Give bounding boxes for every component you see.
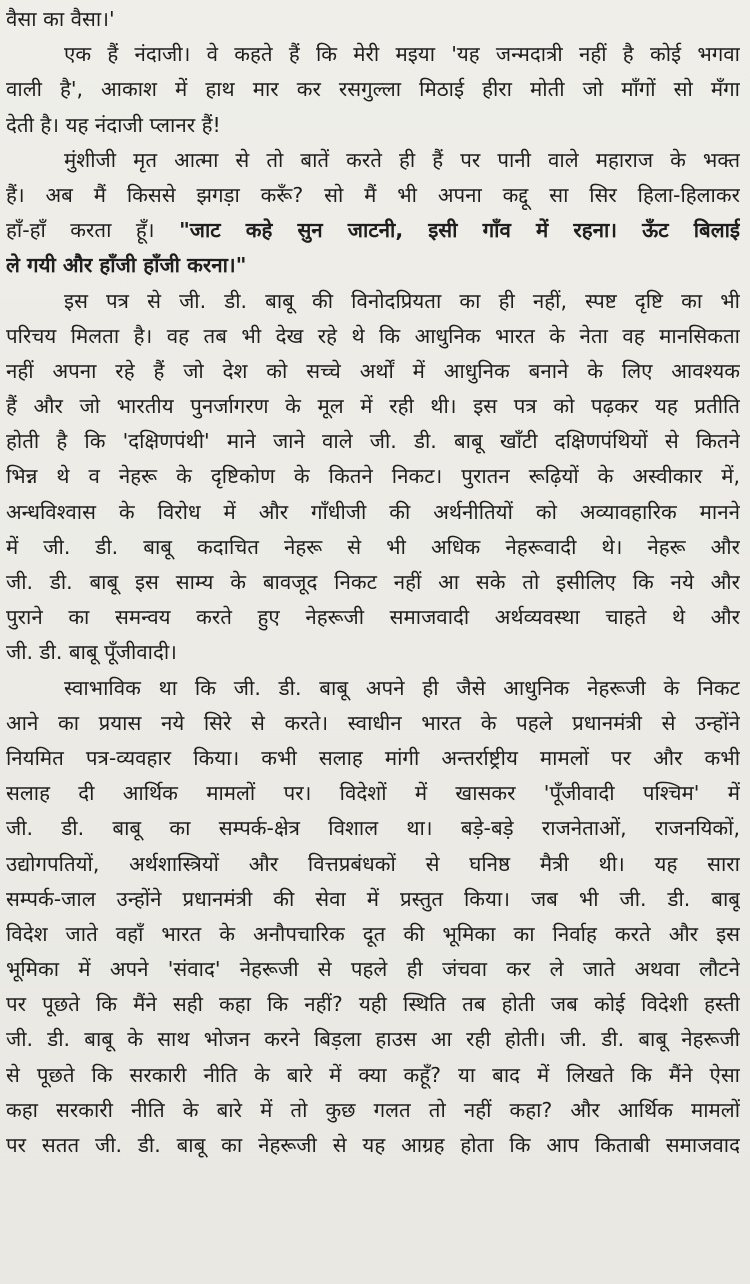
text-line: सम्पर्क-जाल उन्होंने प्रधानमंत्री की सेवा में प्रस्तुत किया। जब भी जी. डी. बाबू	[6, 886, 740, 911]
text-line: भिन्न थे व नेहरू के दृष्टिकोण के कितने निकट। पुरातन रूढ़ियों के अस्वीकार में,	[6, 464, 740, 489]
text-line: विदेश जाते वहाँ भारत के अनौपचारिक दूत की भूमिका का निर्वाह करते और इस	[6, 921, 740, 946]
text-line: नियमित पत्र-व्यवहार किया। कभी सलाह मांगी अन्तर्राष्ट्रीय मामलों पर और कभी	[6, 745, 740, 770]
text-line: उद्योगपतियों, अर्थशास्त्रियों और वित्तप्रबंधकों से घनिष्ठ मैत्री थी। यह सारा	[6, 851, 740, 876]
text-line: परिचय मिलता है। वह तब भी देख रहे थे कि आधुनिक भारत के नेता वह मानसिकता	[6, 323, 740, 348]
text-line: जी. डी. बाबू इस साम्य के बावजूद निकट नहीं आ सके तो इसीलिए कि नये और	[6, 570, 740, 594]
quoted-proverb: "जाट कहे सुन जाटनी, इसी गाँव में रहना। ऊँट बिलाई	[179, 218, 740, 243]
text-line: सलाह दी आर्थिक मामलों पर। विदेशों में खासकर 'पूँजीवादी पश्चिम' में	[6, 781, 740, 806]
text-line: पर सतत जी. डी. बाबू का नेहरूजी से यह आग्रह होता कि आप किताबी समाजवाद	[6, 1133, 740, 1157]
text-line: अन्धविश्वास के विरोध में और गाँधीजी की अर्थनीतियों को अव्यावहारिक मानने	[6, 499, 740, 524]
text-line: कहा सरकारी नीति के बारे में तो कुछ गलत तो नहीं कहा? और आर्थिक मामलों	[6, 1097, 740, 1122]
text-line: हैं। अब मैं किससे झगड़ा करूँ? सो मैं भी अपना कद्दू सा सिर हिला-हिलाकर	[6, 182, 740, 207]
text-line: देती है। यह नंदाजी प्लानर हैं!	[6, 112, 221, 137]
text-line: जी. डी. बाबू का सम्पर्क-क्षेत्र विशाल था। बड़े-बड़े राजनेताओं, राजनयिकों,	[6, 816, 740, 841]
text-line: जी. डी. बाबू पूँजीवादी।	[6, 640, 177, 665]
text-line: वाली है', आकाश में हाथ मार कर रसगुल्ला मिठाई हीरा मोती जो माँगों सो मँगा	[6, 77, 740, 102]
quoted-proverb-line: ले गयी और हाँजी हाँजी करना।"	[6, 253, 247, 278]
text-line: जी. डी. बाबू के साथ भोजन करने बिड़ला हाउस आ रही होती। जी. डी. बाबू नेहरूजी	[6, 1027, 740, 1052]
text-line: पुराने का समन्वय करते हुए नेहरूजी समाजवादी अर्थव्यवस्था चाहते थे और	[6, 605, 740, 630]
text-line: इस पत्र से जी. डी. बाबू की विनोदप्रियता का ही नहीं, स्पष्ट दृष्टि का भी	[64, 288, 740, 313]
text-line: भूमिका में अपने 'संवाद' नेहरूजी से पहले ही जंचवा कर ले जाते अथवा लौटने	[6, 957, 740, 982]
text-line: आने का प्रयास नये सिरे से करते। स्वाधीन भारत के पहले प्रधानमंत्री से उन्होंने	[6, 710, 740, 735]
text-fragment: हाँ-हाँ करता हूँ।	[6, 218, 155, 243]
text-line: मुंशीजी मृत आत्मा से तो बातें करते ही हैं पर पानी वाले महाराज के भक्त	[64, 147, 740, 172]
text-line: एक हैं नंदाजी। वे कहते हैं कि मेरी मइया 'यह जन्मदात्री नहीं है कोई भगवा	[64, 42, 740, 67]
text-line: स्वाभाविक था कि जी. डी. बाबू अपने ही जैसे आधुनिक नेहरूजी के निकट	[64, 675, 740, 700]
text-line: पर पूछते कि मैंने सही कहा कि नहीं? यही स्थिति तब होती जब कोई विदेशी हस्ती	[6, 992, 740, 1017]
text-line: नहीं अपना रहे हैं जो देश को सच्चे अर्थों में आधुनिक बनाने के लिए आवश्यक	[6, 358, 740, 383]
text-line: में जी. डी. बाबू कदाचित नेहरू से भी अधिक नेहरूवादी थे। नेहरू और	[6, 534, 740, 559]
text-line	[6, 213, 740, 248]
text-line: से पूछते कि सरकारी नीति के बारे में क्या कहूँ? या बाद में लिखते कि मैंने ऐसा	[6, 1062, 740, 1087]
text-line: वैसा का वैसा।'	[6, 7, 115, 31]
text-line: हैं और जो भारतीय पुनर्जागरण के मूल में रही थी। इस पत्र को पढ़कर यह प्रतीति	[6, 394, 740, 419]
text-line: होती है कि 'दक्षिणपंथी' माने जाने वाले जी. डी. बाबू खाँटी दक्षिणपंथियों से कितने	[6, 429, 740, 454]
